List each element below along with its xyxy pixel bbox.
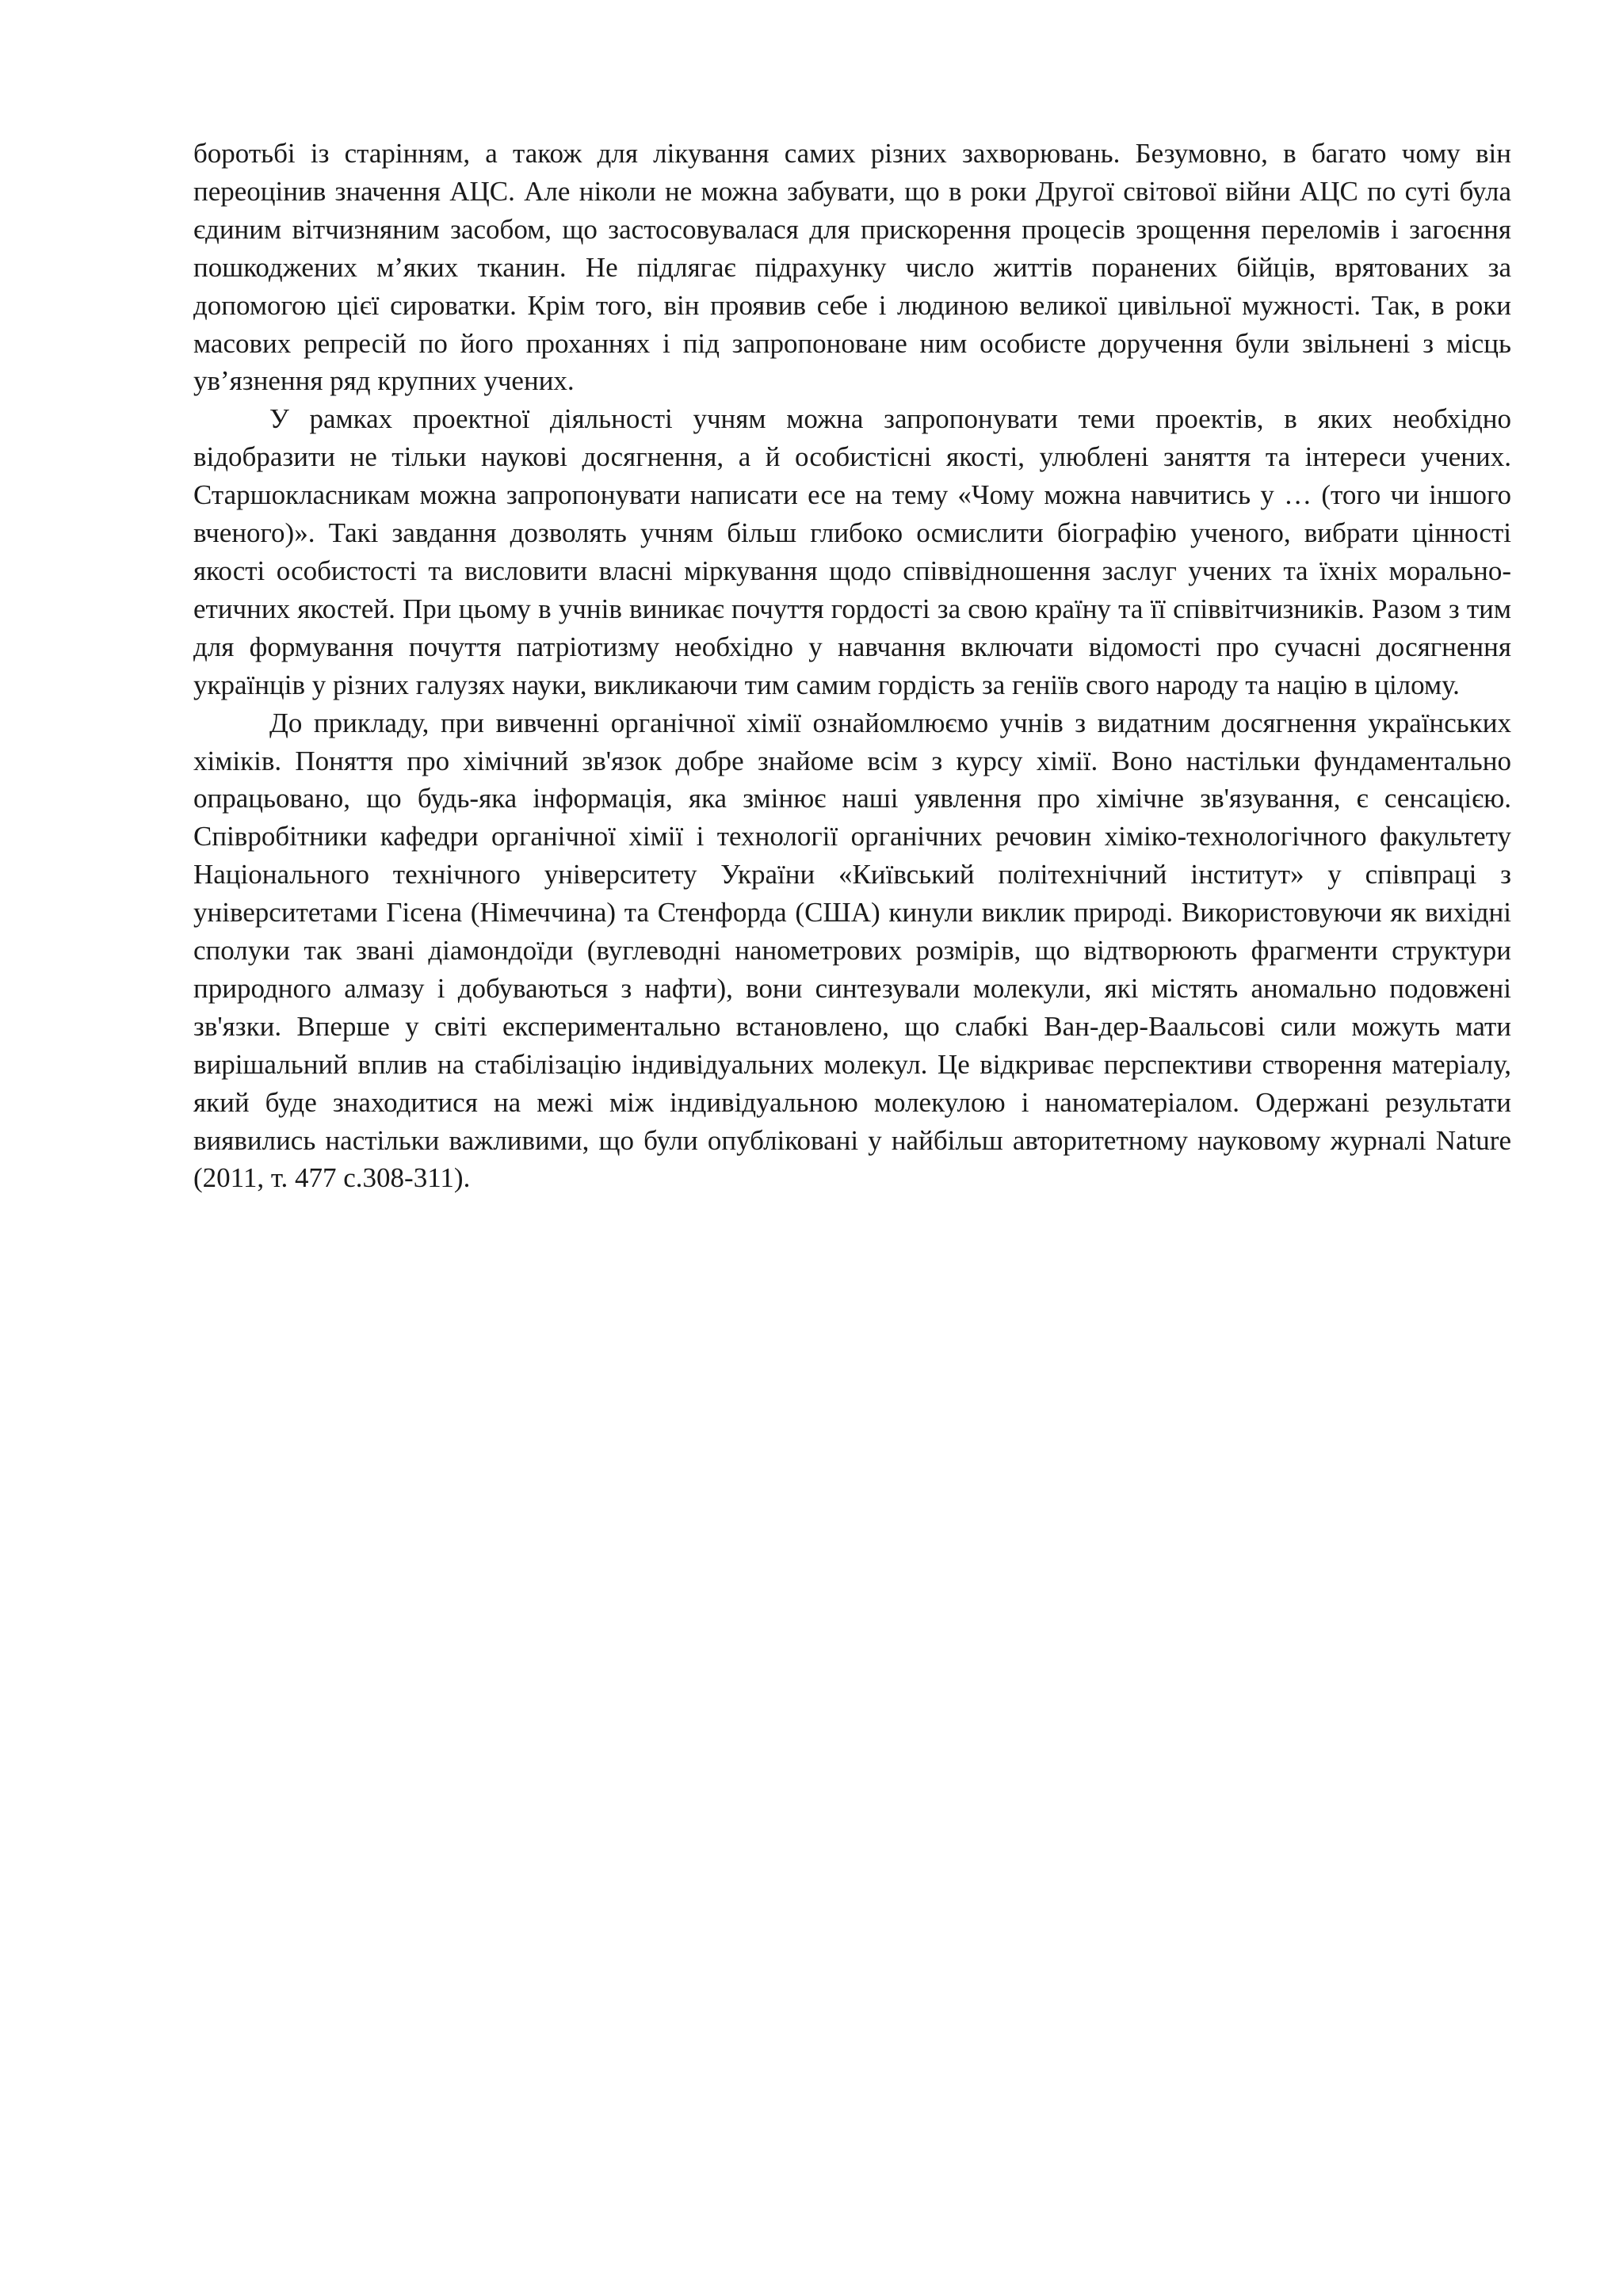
document-body bbox=[193, 135, 1511, 1197]
paragraph-project-activities: У рамках проектної діяльності учням можна запропонувати теми проектів, в яких необхідно відобразити не тільки наукові досягнення, а й особистісні якості, улюблені заняття та інтереси учених. Старшокласникам можна запропонувати написати есе на тему «Чому можна навчитись у … (того чи іншого вченого)». Такі завдання дозволять учням більш глибоко осмислити біографію ученого, вибрати цінності якості особистості та висловити власні міркування щодо співвідношення заслуг учених та їхніх морально-етичних якостей. При цьому в учнів виникає почуття гордості за свою країну та її співвітчизників. Разом з тим для формування почуття патріотизму необхідно у навчання включати відомості про сучасні досягнення українців у різних галузях науки, викликаючи тим самим гордість за геніїв свого народу та націю в цілому. bbox=[193, 403, 1511, 700]
paragraph-continuation: боротьбі із старінням, а також для лікування самих різних захворювань. Безумовно, в багато чому він переоцінив значення АЦС. Але ніколи не можна забувати, що в роки Другої світової війни АЦС по суті була єдиним вітчизняним засобом, що застосовувалася для прискорення процесів зрощення переломів і загоєння пошкоджених м’яких тканин. Не підлягає підрахунку число життів поранених бійців, врятованих за допомогою цієї сироватки. Крім того, він проявив себе і людиною великої цивільної мужності. Так, в роки масових репресій по його проханнях і під запропоноване ним особисте доручення були звільнені з місць ув’язнення ряд крупних учених. bbox=[193, 138, 1511, 397]
paragraph-organic-chemistry: До прикладу, при вивченні органічної хімії ознайомлюємо учнів з видатним досягнення українських хіміків. Поняття про хімічний зв'язок добре знайоме всім з курсу хімії. Воно настільки фундаментально опрацьовано, що будь-яка інформація, яка змінює наші уявлення про хімічне зв'язування, є сенсацією. Співробітники кафедри органічної хімії і технології органічних речовин хіміко-технологічного факультету Національного технічного університету України «Київський політехнічний інститут» у співпраці з університетами Гісена (Німеччина) та Стенфорда (США) кинули виклик природі. Використовуючи як вихідні сполуки так звані діамондоїди (вуглеводні нанометрових розмірів, що відтворюють фрагменти структури природного алмазу і добуваються з нафти), вони синтезували молекули, які містять аномально подовжені зв'язки. Вперше у світі експериментально встановлено, що слабкі Ван-дер-Ваальсові сили можуть мати вирішальний вплив на стабілізацію індивідуальних молекул. Це відкриває перспективи створення матеріалу, який буде знаходитися на межі між індивідуальною молекулою і наноматеріалом. Одержані результати виявились настільки важливими, що були опубліковані у найбільш авторитетному науковому журналі Nature (2011, т. 477 с.308-311). bbox=[193, 707, 1511, 1194]
